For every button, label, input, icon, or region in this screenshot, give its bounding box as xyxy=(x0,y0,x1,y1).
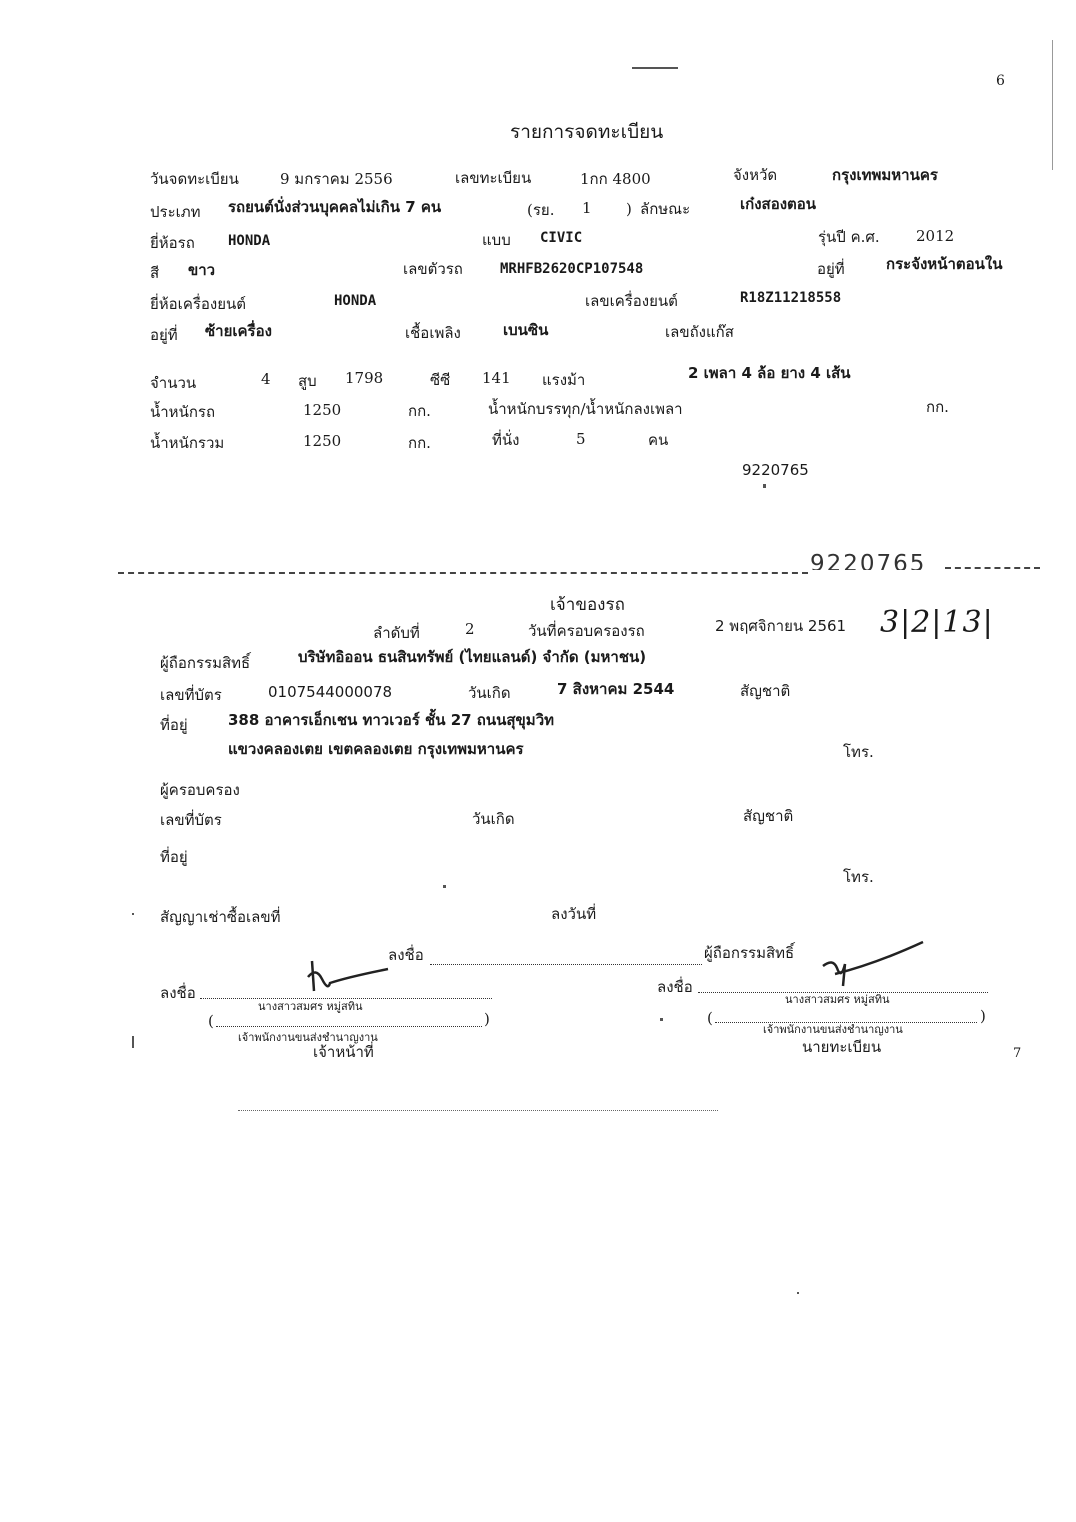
scan-speck xyxy=(797,1292,799,1294)
holder-label: ผู้ถือกรรมสิทธิ์ xyxy=(160,654,251,672)
engine-number-label: เลขเครื่องยนต์ xyxy=(585,292,678,310)
scan-mark xyxy=(632,67,678,69)
card-number-label: เลขที่บัตร xyxy=(160,686,222,704)
nationality-label: สัญชาติ xyxy=(740,682,791,700)
engine-number-value: R18Z11218558 xyxy=(740,290,842,306)
model-value: CIVIC xyxy=(540,230,583,246)
section-divider xyxy=(118,572,808,574)
right-paren-close: ) xyxy=(980,1007,986,1025)
year-label: รุ่นปี ค.ศ. xyxy=(818,228,880,246)
left-signature-icon xyxy=(300,955,400,997)
page-title: รายการจดทะเบียน xyxy=(510,121,664,143)
right-officer-role: นายทะเบียน xyxy=(802,1038,882,1056)
left-paren-close: ) xyxy=(484,1010,490,1028)
sign-line-center xyxy=(430,964,702,965)
ry-open: (รย. xyxy=(527,201,555,219)
ry-value: 1 xyxy=(582,199,592,217)
fuel-value: เบนซิน xyxy=(503,321,549,339)
scan-speck xyxy=(132,913,134,915)
section-divider-right xyxy=(945,567,1040,569)
ink-dot xyxy=(763,484,766,488)
chassis-label: เลขตัวรถ xyxy=(403,260,463,278)
birth-value: 7 สิงหาคม 2544 xyxy=(557,680,675,698)
right-sign-label: ลงชื่อ xyxy=(657,978,693,996)
load-unit: กก. xyxy=(926,398,949,416)
cc-value: 141 xyxy=(482,369,511,387)
cylinder-value: 1798 xyxy=(345,369,384,387)
owner-heading: เจ้าของรถ xyxy=(550,595,625,615)
chassis-value: MRHFB2620CP107548 xyxy=(500,261,644,277)
color-value: ขาว xyxy=(188,261,216,279)
province-label: จังหวัด xyxy=(733,166,778,184)
type-label: ประเภท xyxy=(150,203,201,221)
left-name-line xyxy=(216,1026,482,1027)
birth-label: วันเกิด xyxy=(468,684,511,702)
engine-brand-value: HONDA xyxy=(334,293,377,309)
contract-label: สัญญาเช่าซื้อเลขที่ xyxy=(160,908,281,926)
card-number-value: 0107544000078 xyxy=(268,683,393,701)
cc-label: ซีซี xyxy=(430,371,451,389)
seat-label: ที่นั่ง xyxy=(492,431,520,449)
fuel-label: เชื้อเพลิง xyxy=(405,324,461,342)
address-label: ที่อยู่ xyxy=(160,716,188,734)
reg-date-label: วันจดทะเบียน xyxy=(150,170,239,188)
total-weight-value: 1250 xyxy=(303,432,342,450)
contract-date-label: ลงวันที่ xyxy=(551,905,597,923)
seat-value: 5 xyxy=(576,430,586,448)
right-officer-name: นางสาวสมศร หมู่สทิน xyxy=(785,993,890,1006)
total-weight-unit: กก. xyxy=(408,434,431,452)
reg-date-value: 9 มกราคม 2556 xyxy=(280,170,393,188)
axle-value: 2 เพลา 4 ล้อ ยาง 4 เส้น xyxy=(688,364,851,382)
person-label: คน xyxy=(648,431,669,449)
page-number-bottom: 7 xyxy=(1013,1046,1022,1061)
weight-unit: กก. xyxy=(408,402,431,420)
brand-value: HONDA xyxy=(228,233,271,249)
left-sign-label: ลงชื่อ xyxy=(160,984,196,1002)
page-number-top: 6 xyxy=(996,73,1005,89)
left-officer-role: เจ้าหน้าที่ xyxy=(313,1043,374,1061)
right-paren-open: ( xyxy=(707,1009,713,1027)
holder-role: ผู้ถือกรรมสิทธิ์ xyxy=(704,944,795,962)
possessor-card-label: เลขที่บัตร xyxy=(160,811,222,829)
brand-label: ยี่ห้อรถ xyxy=(150,234,195,252)
possessor-address-label: ที่อยู่ xyxy=(160,848,188,866)
style-label: ลักษณะ xyxy=(640,200,691,218)
plate-value: 1กก 4800 xyxy=(580,170,651,188)
gas-tank-label: เลขถังแก๊ส xyxy=(665,323,734,341)
year-value: 2012 xyxy=(916,227,955,245)
sign-label-center: ลงชื่อ xyxy=(388,946,424,964)
type-value: รถยนต์นั่งส่วนบุคคลไม่เกิน 7 คน xyxy=(228,198,442,216)
left-paren-open: ( xyxy=(208,1012,214,1030)
scan-speck xyxy=(443,885,446,888)
sequence-value: 2 xyxy=(465,620,475,638)
possessor-birth-label: วันเกิด xyxy=(472,810,515,828)
possessor-phone-label: โทร. xyxy=(843,868,874,886)
count-label: จำนวน xyxy=(150,374,197,392)
right-officer-position: เจ้าพนักงานขนส่งชำนาญงาน xyxy=(763,1023,903,1036)
cylinder-label: สูบ xyxy=(298,372,317,390)
sequence-label: ลำดับที่ xyxy=(373,624,420,642)
province-value: กรุงเทพมหานคร xyxy=(832,166,938,184)
reference-number: 9220765 xyxy=(742,461,809,479)
scan-speck xyxy=(132,1036,134,1048)
left-sign-line xyxy=(200,998,492,999)
holder-value: บริษัทอิออน ธนสินทรัพย์ (ไทยแลนด์) จำกัด (มหาชน) xyxy=(298,648,647,666)
chassis-location-value: กระจังหน้าตอนใน xyxy=(886,255,1003,273)
chassis-location-label: อยู่ที่ xyxy=(817,260,845,278)
address-line-1: 388 อาคารเอ็กเชน ทาวเวอร์ ชั้น 27 ถนนสุขุมวิท xyxy=(228,711,555,729)
left-officer-name: นางสาวสมศร หมู่สทิน xyxy=(258,1000,363,1013)
load-label: น้ำหนักบรรทุก/น้ำหนักลงเพลา xyxy=(488,400,683,418)
horsepower-label: แรงม้า xyxy=(542,371,586,389)
address-line-2: แขวงคลองเตย เขตคลองเตย กรุงเทพมหานคร xyxy=(228,740,524,758)
engine-location-value: ซ้ายเครื่อง xyxy=(205,322,272,340)
phone-label: โทร. xyxy=(843,743,874,761)
model-label: แบบ xyxy=(482,231,511,249)
possessor-label: ผู้ครอบครอง xyxy=(160,781,240,799)
left-officer-position: เจ้าพนักงานขนส่งชำนาญงาน xyxy=(238,1031,378,1044)
weight-label: น้ำหนักรถ xyxy=(150,403,216,421)
total-weight-label: น้ำหนักรวม xyxy=(150,434,225,452)
right-signature-icon xyxy=(815,938,930,988)
possession-date-label: วันที่ครอบครองรถ xyxy=(528,622,645,640)
scan-edge xyxy=(1052,40,1053,170)
handwritten-date: 3|2|13| xyxy=(880,605,994,640)
faded-reference-number: 9220765 xyxy=(810,553,927,570)
engine-brand-label: ยี่ห้อเครื่องยนต์ xyxy=(150,295,247,313)
engine-location-label: อยู่ที่ xyxy=(150,326,178,344)
ry-close: ) xyxy=(626,200,632,218)
scan-speck xyxy=(660,1018,663,1021)
weight-value: 1250 xyxy=(303,401,342,419)
plate-label: เลขทะเบียน xyxy=(455,169,532,187)
possession-date-value: 2 พฤศจิกายน 2561 xyxy=(715,617,847,635)
bottom-scan-line xyxy=(238,1110,718,1111)
style-value: เก๋งสองตอน xyxy=(740,195,817,213)
possessor-nationality-label: สัญชาติ xyxy=(743,807,794,825)
color-label: สี xyxy=(150,264,160,282)
count-value: 4 xyxy=(261,370,271,388)
